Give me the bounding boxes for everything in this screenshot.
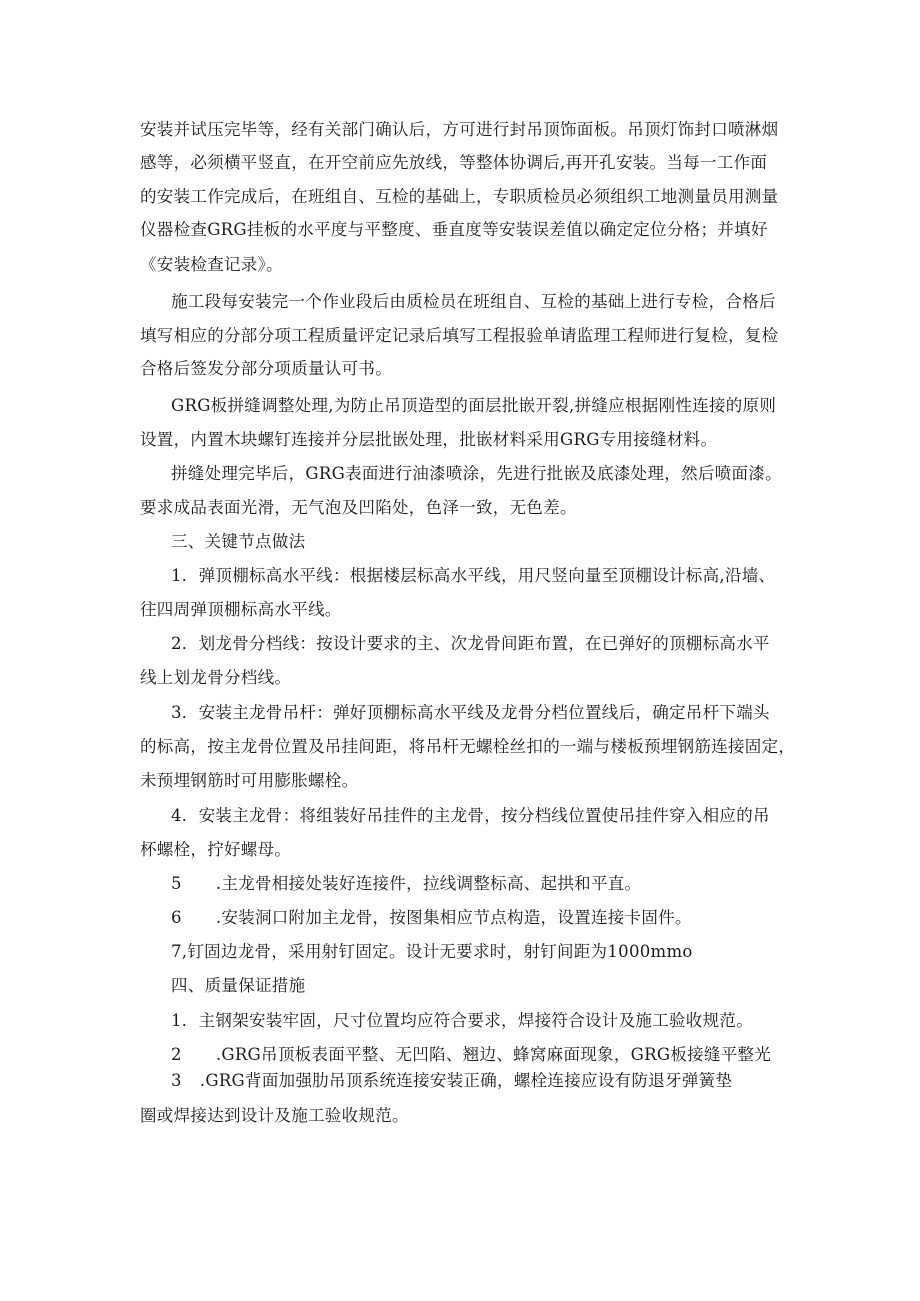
text-line: 7,钉固边龙骨，采用射钉固定。设计无要求时，射钉间距为1000mmo [171,942,693,961]
section-heading: 四、质量保证措施 [171,976,306,995]
list-number: 5 [171,874,182,893]
list-item [171,874,641,894]
text-line: 4．安装主龙骨：将组装好吊挂件的主龙骨，按分档线位置使吊挂件穿入相应的吊 [171,806,770,825]
list-text: .主龙骨相接处装好连接件，拉线调整标高、起拱和平直。 [215,874,642,893]
text-line: 1．弹顶棚标高水平线：根据楼层标高水平线，用尺竖向量至顶棚设计标高,沿墙、 [171,566,776,585]
list-text: .GRG背面加强肋吊顶系统连接安装正确，螺栓连接应设有防退牙弹簧垫 [199,1071,733,1090]
list-item [171,1045,771,1065]
text-line: 圈或焊接达到设计及施工验收规范。 [140,1106,409,1125]
text-line: 设置，内置木块螺钉连接并分层批嵌处理，批嵌材料采用GRG专用接缝材料。 [140,430,718,449]
text-line: 合格后签发分部分项质量认可书。 [140,359,392,378]
text-line: 拼缝处理完毕后，GRG表面进行油漆喷涂，先进行批嵌及底漆处理，然后喷面漆。 [171,464,782,483]
text-line: 的标高，按主龙骨位置及吊挂间距，将吊杆无螺栓丝扣的一端与楼板预埋钢筋连接固定， [140,737,796,756]
list-text: .GRG吊顶板表面平整、无凹陷、翘边、蜂窝麻面现象，GRG板接缝平整光 [215,1045,772,1064]
text-line: 仪器检查GRG挂板的水平度与平整度、垂直度等安装误差值以确定定位分格；并填好 [140,220,768,239]
text-line: GRG板拼缝调整处理,为防止吊顶造型的面层批嵌开裂,拼缝应根据刚性连接的原则 [171,396,777,415]
text-line: 2．划龙骨分档线：按设计要求的主、次龙骨间距布置，在已弹好的顶棚标高水平 [171,634,770,653]
text-line: 的安装工作完成后，在班组自、互检的基础上，专职质检员必须组织工地测量员用测量 [140,187,779,206]
list-number: 2 [171,1045,182,1064]
list-item [171,1071,732,1091]
text-line: 填写相应的分部分项工程质量评定记录后填写工程报验单请监理工程师进行复检，复检 [140,326,779,345]
list-number: 3 [171,1071,182,1090]
text-line: 往四周弹顶棚标高水平线。 [140,600,342,619]
list-item [171,908,692,928]
text-line: 施工段每安装完一个作业段后由质检员在班组自、互检的基础上进行专检，合格后 [171,292,776,311]
text-line: 1．主钢架安装牢固，尺寸位置均应符合要求，焊接符合设计及施工验收规范。 [171,1011,753,1030]
text-line: 《安装检查记录》。 [140,255,283,274]
section-heading: 三、关键节点做法 [171,532,306,551]
text-line: 要求成品表面光滑，无气泡及凹陷处，色泽一致，无色差。 [140,498,577,517]
text-line: 感等，必须横平竖直，在开空前应先放线，等整体协调后,再开孔安装。当每一工作面 [140,153,768,172]
text-line: 3．安装主龙骨吊杆：弹好顶棚标高水平线及龙骨分档位置线后，确定吊杆下端头 [171,703,770,722]
list-text: .安装洞口附加主龙骨，按图集相应节点构造，设置连接卡固件。 [215,908,692,927]
text-line: 安装并试压完毕等，经有关部门确认后，方可进行封吊顶饰面板。吊顶灯饰封口喷淋烟 [140,120,779,139]
text-line: 未预埋钢筋时可用膨胀螺栓。 [140,771,359,790]
text-line: 线上划龙骨分档线。 [140,668,292,687]
text-line: 杯螺栓，拧好螺母。 [140,840,292,859]
list-number: 6 [171,908,182,927]
